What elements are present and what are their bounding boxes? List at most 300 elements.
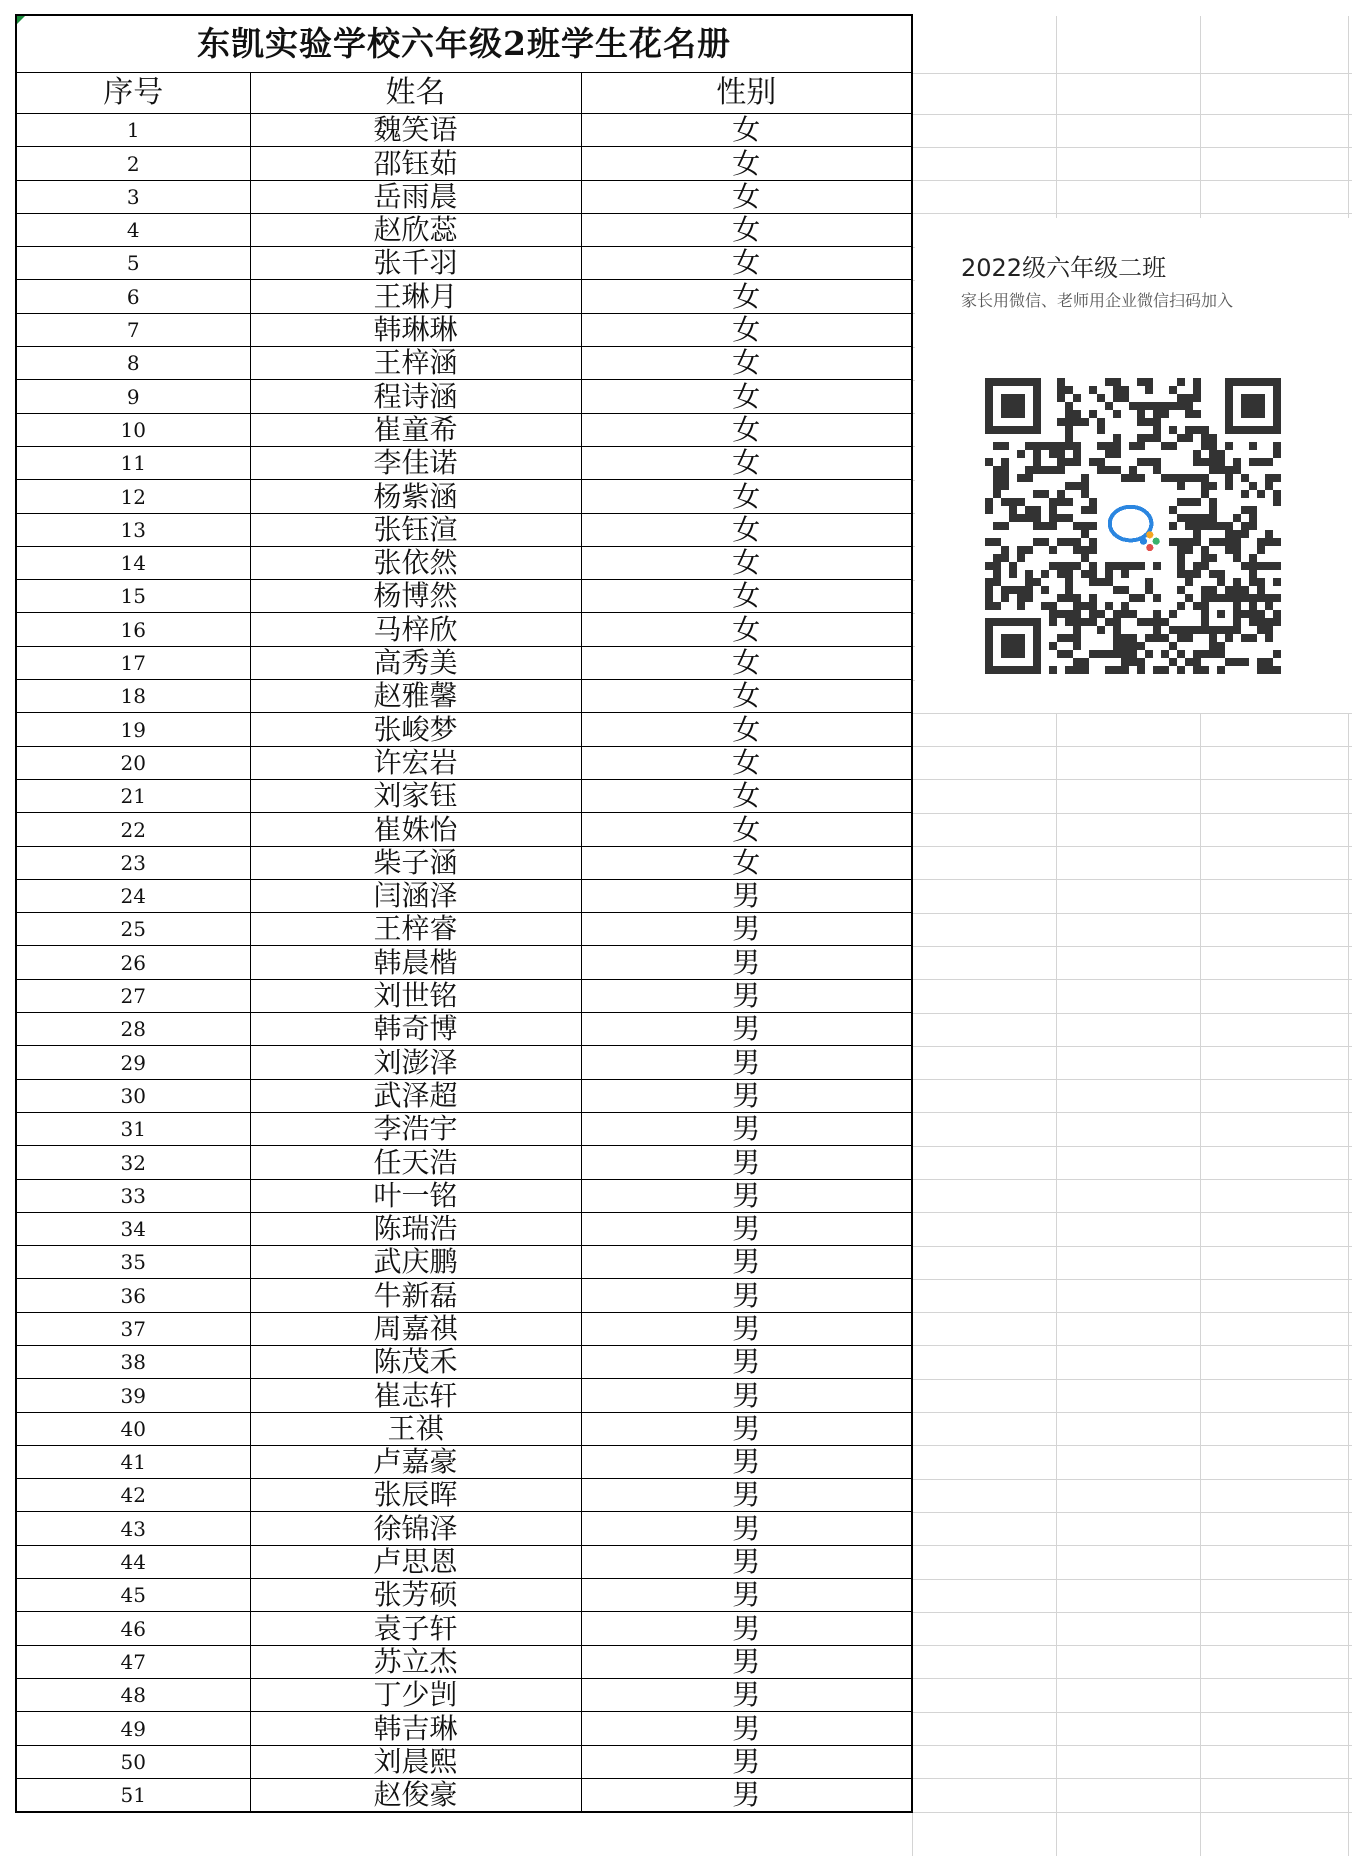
qr-module: [1153, 594, 1161, 602]
student-number[interactable]: 27: [16, 979, 250, 1012]
student-number[interactable]: 5: [16, 247, 250, 280]
student-name[interactable]: 牛新磊: [250, 1279, 581, 1312]
student-number[interactable]: 36: [16, 1279, 250, 1312]
qr-module: [1057, 570, 1065, 578]
student-row: [16, 1778, 912, 1812]
student-name[interactable]: 赵雅馨: [250, 680, 581, 713]
student-gender[interactable]: 男: [581, 1678, 912, 1711]
student-gender[interactable]: 男: [581, 1046, 912, 1079]
qr-module: [1065, 386, 1073, 394]
qr-module: [1081, 618, 1089, 626]
student-name[interactable]: 赵俊豪: [250, 1778, 581, 1812]
student-name[interactable]: 周嘉祺: [250, 1312, 581, 1345]
student-name[interactable]: 闫涵泽: [250, 879, 581, 912]
qr-module: [993, 602, 1001, 610]
student-name[interactable]: 刘世铭: [250, 979, 581, 1012]
student-gender[interactable]: 男: [581, 1312, 912, 1345]
student-name[interactable]: 杨紫涵: [250, 480, 581, 513]
qr-module: [1041, 466, 1049, 474]
student-gender[interactable]: 男: [581, 946, 912, 979]
qr-module: [1241, 594, 1249, 602]
grid-row-line: [912, 1778, 1352, 1779]
qr-module: [1241, 586, 1249, 594]
student-name[interactable]: 刘家钰: [250, 779, 581, 812]
student-name[interactable]: 柴子涵: [250, 846, 581, 879]
qr-module: [1161, 442, 1169, 450]
qr-module: [1217, 570, 1225, 578]
student-gender[interactable]: 男: [581, 1146, 912, 1179]
student-row: [16, 1745, 912, 1778]
qr-module: [1049, 642, 1057, 650]
student-name[interactable]: 高秀美: [250, 646, 581, 679]
qr-module: [1089, 538, 1097, 546]
student-gender[interactable]: 女: [581, 480, 912, 513]
qr-module: [1233, 586, 1241, 594]
student-gender[interactable]: 女: [581, 114, 912, 147]
student-number[interactable]: 29: [16, 1046, 250, 1079]
qr-module: [1089, 506, 1097, 514]
qr-module: [1193, 450, 1201, 458]
student-number[interactable]: 1: [16, 114, 250, 147]
qr-module: [1257, 666, 1265, 674]
qr-module: [1113, 666, 1121, 674]
qr-module: [1273, 578, 1281, 586]
qr-module: [1273, 562, 1281, 570]
student-number[interactable]: 46: [16, 1612, 250, 1645]
student-name[interactable]: 韩奇博: [250, 1013, 581, 1046]
student-number[interactable]: 37: [16, 1312, 250, 1345]
student-number[interactable]: 42: [16, 1479, 250, 1512]
student-number[interactable]: 38: [16, 1345, 250, 1378]
student-number[interactable]: 43: [16, 1512, 250, 1545]
qr-module: [1081, 546, 1089, 554]
student-name[interactable]: 武泽超: [250, 1079, 581, 1112]
student-number[interactable]: 12: [16, 480, 250, 513]
student-gender[interactable]: 男: [581, 1645, 912, 1678]
student-gender[interactable]: 男: [581, 979, 912, 1012]
qr-module: [1017, 474, 1025, 482]
qr-module: [1217, 450, 1225, 458]
student-gender[interactable]: 男: [581, 1479, 912, 1512]
student-name[interactable]: 卢思恩: [250, 1545, 581, 1578]
student-number[interactable]: 47: [16, 1645, 250, 1678]
qr-module: [1161, 650, 1169, 658]
qr-module: [1089, 410, 1097, 418]
student-name[interactable]: 任天浩: [250, 1146, 581, 1179]
qr-module: [993, 482, 1001, 490]
student-gender[interactable]: 男: [581, 1545, 912, 1578]
qr-module: [1049, 618, 1057, 626]
student-gender[interactable]: 男: [581, 1112, 912, 1145]
qr-module: [1057, 394, 1065, 402]
qr-finder-center: [1001, 394, 1025, 418]
qr-module: [1209, 634, 1217, 642]
student-name[interactable]: 杨博然: [250, 580, 581, 613]
qr-module: [1185, 402, 1193, 410]
student-gender[interactable]: 女: [581, 347, 912, 380]
student-gender[interactable]: 男: [581, 1512, 912, 1545]
student-gender[interactable]: 男: [581, 1612, 912, 1645]
student-number[interactable]: 23: [16, 846, 250, 879]
qr-module: [1257, 610, 1265, 618]
student-row: [16, 1046, 912, 1079]
student-gender[interactable]: 女: [581, 380, 912, 413]
qr-module: [1057, 442, 1065, 450]
student-row: [16, 979, 912, 1012]
qr-module: [1129, 634, 1137, 642]
student-gender[interactable]: 女: [581, 280, 912, 313]
student-name[interactable]: 崔姝怡: [250, 813, 581, 846]
qr-module: [1009, 506, 1017, 514]
student-name[interactable]: 韩琳琳: [250, 313, 581, 346]
student-number[interactable]: 30: [16, 1079, 250, 1112]
student-gender[interactable]: 男: [581, 1345, 912, 1378]
qr-module: [1065, 482, 1073, 490]
qr-module: [1185, 498, 1193, 506]
student-name[interactable]: 张千羽: [250, 247, 581, 280]
student-gender[interactable]: 男: [581, 913, 912, 946]
student-name[interactable]: 王祺: [250, 1412, 581, 1445]
student-name[interactable]: 岳雨晨: [250, 180, 581, 213]
qr-module: [1113, 562, 1121, 570]
student-gender[interactable]: 女: [581, 713, 912, 746]
student-number[interactable]: 39: [16, 1379, 250, 1412]
qr-module: [1257, 458, 1265, 466]
student-row: [16, 580, 912, 613]
student-gender[interactable]: 男: [581, 1013, 912, 1046]
student-gender[interactable]: 男: [581, 1412, 912, 1445]
qr-module: [993, 570, 1001, 578]
student-number[interactable]: 26: [16, 946, 250, 979]
student-name[interactable]: 张峻梦: [250, 713, 581, 746]
student-number[interactable]: 13: [16, 513, 250, 546]
student-row: [16, 114, 912, 147]
qr-module: [1009, 570, 1017, 578]
student-gender[interactable]: 男: [581, 1379, 912, 1412]
student-gender[interactable]: 女: [581, 180, 912, 213]
grid-row-line: [912, 1812, 1352, 1813]
qr-module: [1049, 522, 1057, 530]
student-row: [16, 1112, 912, 1145]
qr-module: [1121, 658, 1129, 666]
student-number[interactable]: 16: [16, 613, 250, 646]
qr-module: [1209, 450, 1217, 458]
student-row: [16, 546, 912, 579]
qr-module: [1017, 546, 1025, 554]
student-name[interactable]: 陈瑞浩: [250, 1212, 581, 1245]
qr-module: [1257, 586, 1265, 594]
qr-module: [1113, 378, 1121, 386]
student-row: [16, 1146, 912, 1179]
student-name[interactable]: 张辰晖: [250, 1479, 581, 1512]
qr-module: [1185, 394, 1193, 402]
qr-module: [1073, 634, 1081, 642]
student-name[interactable]: 苏立杰: [250, 1645, 581, 1678]
student-name[interactable]: 李佳诺: [250, 446, 581, 479]
student-number[interactable]: 20: [16, 746, 250, 779]
qr-module: [1177, 378, 1185, 386]
qr-module: [1033, 466, 1041, 474]
qr-module: [993, 490, 1001, 498]
qr-module: [1137, 402, 1145, 410]
qr-module: [1113, 466, 1121, 474]
student-row: [16, 147, 912, 180]
student-name[interactable]: 韩吉琳: [250, 1712, 581, 1745]
qr-module: [1145, 418, 1153, 426]
student-name[interactable]: 武庆鹏: [250, 1246, 581, 1279]
qr-module: [1049, 506, 1057, 514]
qr-module: [1169, 522, 1177, 530]
student-name[interactable]: 丁少剀: [250, 1678, 581, 1711]
header-name[interactable]: 姓名: [250, 73, 581, 114]
active-cell-marker: [17, 16, 25, 24]
qr-module: [1121, 610, 1129, 618]
qr-module: [1193, 410, 1201, 418]
qr-module: [1169, 474, 1177, 482]
qr-module: [1169, 386, 1177, 394]
qr-module: [1177, 538, 1185, 546]
qr-module: [1169, 642, 1177, 650]
student-name[interactable]: 邵钰茹: [250, 147, 581, 180]
student-row: [16, 680, 912, 713]
student-number[interactable]: 41: [16, 1445, 250, 1478]
student-gender[interactable]: 女: [581, 846, 912, 879]
student-gender[interactable]: 男: [581, 1179, 912, 1212]
student-name[interactable]: 韩晨楷: [250, 946, 581, 979]
student-gender[interactable]: 女: [581, 413, 912, 446]
student-gender[interactable]: 女: [581, 147, 912, 180]
student-number[interactable]: 51: [16, 1778, 250, 1812]
student-row: [16, 1545, 912, 1578]
student-number[interactable]: 25: [16, 913, 250, 946]
student-number[interactable]: 45: [16, 1579, 250, 1612]
qr-invite-card: [915, 218, 1355, 713]
qr-module: [1249, 594, 1257, 602]
student-gender[interactable]: 女: [581, 646, 912, 679]
student-name[interactable]: 赵欣蕊: [250, 213, 581, 246]
student-gender[interactable]: 女: [581, 746, 912, 779]
student-row: [16, 280, 912, 313]
grid-row-line: [912, 779, 1352, 780]
qr-module: [1113, 450, 1121, 458]
student-name[interactable]: 徐锦泽: [250, 1512, 581, 1545]
student-number[interactable]: 50: [16, 1745, 250, 1778]
student-name[interactable]: 张钰渲: [250, 513, 581, 546]
qr-module: [1241, 522, 1249, 530]
qr-module: [1105, 570, 1113, 578]
qr-module: [1265, 602, 1273, 610]
student-number[interactable]: 44: [16, 1545, 250, 1578]
student-number[interactable]: 31: [16, 1112, 250, 1145]
qr-module: [1065, 634, 1073, 642]
header-number[interactable]: 序号: [16, 73, 250, 114]
student-gender[interactable]: 女: [581, 513, 912, 546]
student-number[interactable]: 7: [16, 313, 250, 346]
student-gender[interactable]: 女: [581, 213, 912, 246]
student-name[interactable]: 刘澎泽: [250, 1046, 581, 1079]
student-name[interactable]: 崔志轩: [250, 1379, 581, 1412]
qr-module: [1249, 562, 1257, 570]
student-gender[interactable]: 男: [581, 1079, 912, 1112]
student-gender[interactable]: 男: [581, 1246, 912, 1279]
qr-module: [1177, 514, 1185, 522]
student-gender[interactable]: 男: [581, 1745, 912, 1778]
qr-module: [1097, 466, 1105, 474]
student-number[interactable]: 49: [16, 1712, 250, 1745]
qr-module: [1209, 554, 1217, 562]
student-number[interactable]: 34: [16, 1212, 250, 1245]
qr-module: [1177, 394, 1185, 402]
qr-module: [1273, 474, 1281, 482]
student-gender[interactable]: 女: [581, 779, 912, 812]
student-number[interactable]: 4: [16, 213, 250, 246]
qr-module: [1169, 538, 1177, 546]
grid-row-line: [912, 1112, 1352, 1113]
qr-module: [1217, 538, 1225, 546]
student-gender[interactable]: 女: [581, 313, 912, 346]
qr-module: [1089, 578, 1097, 586]
student-name[interactable]: 张芳硕: [250, 1579, 581, 1612]
qr-module: [1193, 538, 1201, 546]
qr-module: [1057, 650, 1065, 658]
student-number[interactable]: 48: [16, 1678, 250, 1711]
student-name[interactable]: 程诗涵: [250, 380, 581, 413]
sheet-title-cell[interactable]: [16, 15, 912, 73]
grid-row-line: [912, 1146, 1352, 1147]
qr-module: [1089, 594, 1097, 602]
qr-module: [1033, 450, 1041, 458]
student-name[interactable]: 李浩宇: [250, 1112, 581, 1145]
student-name[interactable]: 崔童希: [250, 413, 581, 446]
qr-module: [1057, 498, 1065, 506]
qr-module: [1049, 514, 1057, 522]
student-name[interactable]: 叶一铭: [250, 1179, 581, 1212]
student-name[interactable]: 许宏岩: [250, 746, 581, 779]
qr-module: [1049, 450, 1057, 458]
header-gender[interactable]: 性别: [581, 73, 912, 114]
qr-module: [1233, 658, 1241, 666]
student-row: [16, 1512, 912, 1545]
qr-module: [1097, 418, 1105, 426]
student-number[interactable]: 35: [16, 1246, 250, 1279]
qr-code[interactable]: [985, 378, 1281, 674]
qr-module: [1057, 450, 1065, 458]
student-name[interactable]: 魏笑语: [250, 114, 581, 147]
student-name[interactable]: 王梓涵: [250, 347, 581, 380]
qr-module: [1073, 522, 1081, 530]
student-gender[interactable]: 女: [581, 813, 912, 846]
student-row: [16, 913, 912, 946]
student-number[interactable]: 8: [16, 347, 250, 380]
qr-module: [1065, 650, 1073, 658]
student-gender[interactable]: 男: [581, 879, 912, 912]
qr-module: [1201, 650, 1209, 658]
qr-module: [985, 506, 993, 514]
qr-module: [1273, 538, 1281, 546]
student-gender[interactable]: 男: [581, 1279, 912, 1312]
student-name[interactable]: 陈茂禾: [250, 1345, 581, 1378]
qr-module: [1265, 594, 1273, 602]
qr-module: [1113, 394, 1121, 402]
student-gender[interactable]: 女: [581, 247, 912, 280]
qr-module: [1249, 506, 1257, 514]
qr-module: [1105, 402, 1113, 410]
student-number[interactable]: 18: [16, 680, 250, 713]
student-number[interactable]: 15: [16, 580, 250, 613]
qr-module: [1137, 618, 1145, 626]
qr-module: [1185, 514, 1193, 522]
student-gender[interactable]: 男: [581, 1579, 912, 1612]
student-gender[interactable]: 女: [581, 580, 912, 613]
grid-row-line: [912, 1345, 1352, 1346]
student-number[interactable]: 19: [16, 713, 250, 746]
student-number[interactable]: 14: [16, 546, 250, 579]
student-number[interactable]: 28: [16, 1013, 250, 1046]
student-number[interactable]: 40: [16, 1412, 250, 1445]
qr-module: [1129, 594, 1137, 602]
student-name[interactable]: 张依然: [250, 546, 581, 579]
qr-module: [1089, 498, 1097, 506]
qr-module: [1121, 650, 1129, 658]
student-gender[interactable]: 女: [581, 680, 912, 713]
student-name[interactable]: 马梓欣: [250, 613, 581, 646]
student-number[interactable]: 21: [16, 779, 250, 812]
student-number[interactable]: 3: [16, 180, 250, 213]
student-gender[interactable]: 女: [581, 446, 912, 479]
student-number[interactable]: 33: [16, 1179, 250, 1212]
qr-module: [1065, 666, 1073, 674]
qr-module: [1113, 386, 1121, 394]
student-gender[interactable]: 男: [581, 1778, 912, 1812]
qr-module: [1185, 474, 1193, 482]
student-number[interactable]: 2: [16, 147, 250, 180]
grid-row-line: [912, 1579, 1352, 1580]
student-number[interactable]: 9: [16, 380, 250, 413]
qr-module: [1073, 418, 1081, 426]
student-number[interactable]: 32: [16, 1146, 250, 1179]
student-number[interactable]: 10: [16, 413, 250, 446]
grid-row-line: [912, 1745, 1352, 1746]
qr-module: [1185, 538, 1193, 546]
qr-module: [1177, 554, 1185, 562]
student-number[interactable]: 24: [16, 879, 250, 912]
qr-module: [1177, 586, 1185, 594]
student-number[interactable]: 17: [16, 646, 250, 679]
qr-module: [1201, 514, 1209, 522]
qr-module: [1137, 562, 1145, 570]
qr-module: [1241, 610, 1249, 618]
student-name[interactable]: 刘晨熙: [250, 1745, 581, 1778]
student-gender[interactable]: 女: [581, 613, 912, 646]
student-name[interactable]: 卢嘉豪: [250, 1445, 581, 1478]
student-gender[interactable]: 男: [581, 1212, 912, 1245]
qr-module: [1129, 474, 1137, 482]
student-name[interactable]: 王琳月: [250, 280, 581, 313]
qr-module: [1273, 442, 1281, 450]
qr-module: [1121, 386, 1129, 394]
student-gender[interactable]: 男: [581, 1445, 912, 1478]
qr-module: [1233, 466, 1241, 474]
student-number[interactable]: 6: [16, 280, 250, 313]
qr-module: [1249, 610, 1257, 618]
student-name[interactable]: 袁子轩: [250, 1612, 581, 1645]
student-number[interactable]: 11: [16, 446, 250, 479]
student-name[interactable]: 王梓睿: [250, 913, 581, 946]
student-gender[interactable]: 男: [581, 1712, 912, 1745]
student-gender[interactable]: 女: [581, 546, 912, 579]
student-number[interactable]: 22: [16, 813, 250, 846]
qr-module: [993, 522, 1001, 530]
